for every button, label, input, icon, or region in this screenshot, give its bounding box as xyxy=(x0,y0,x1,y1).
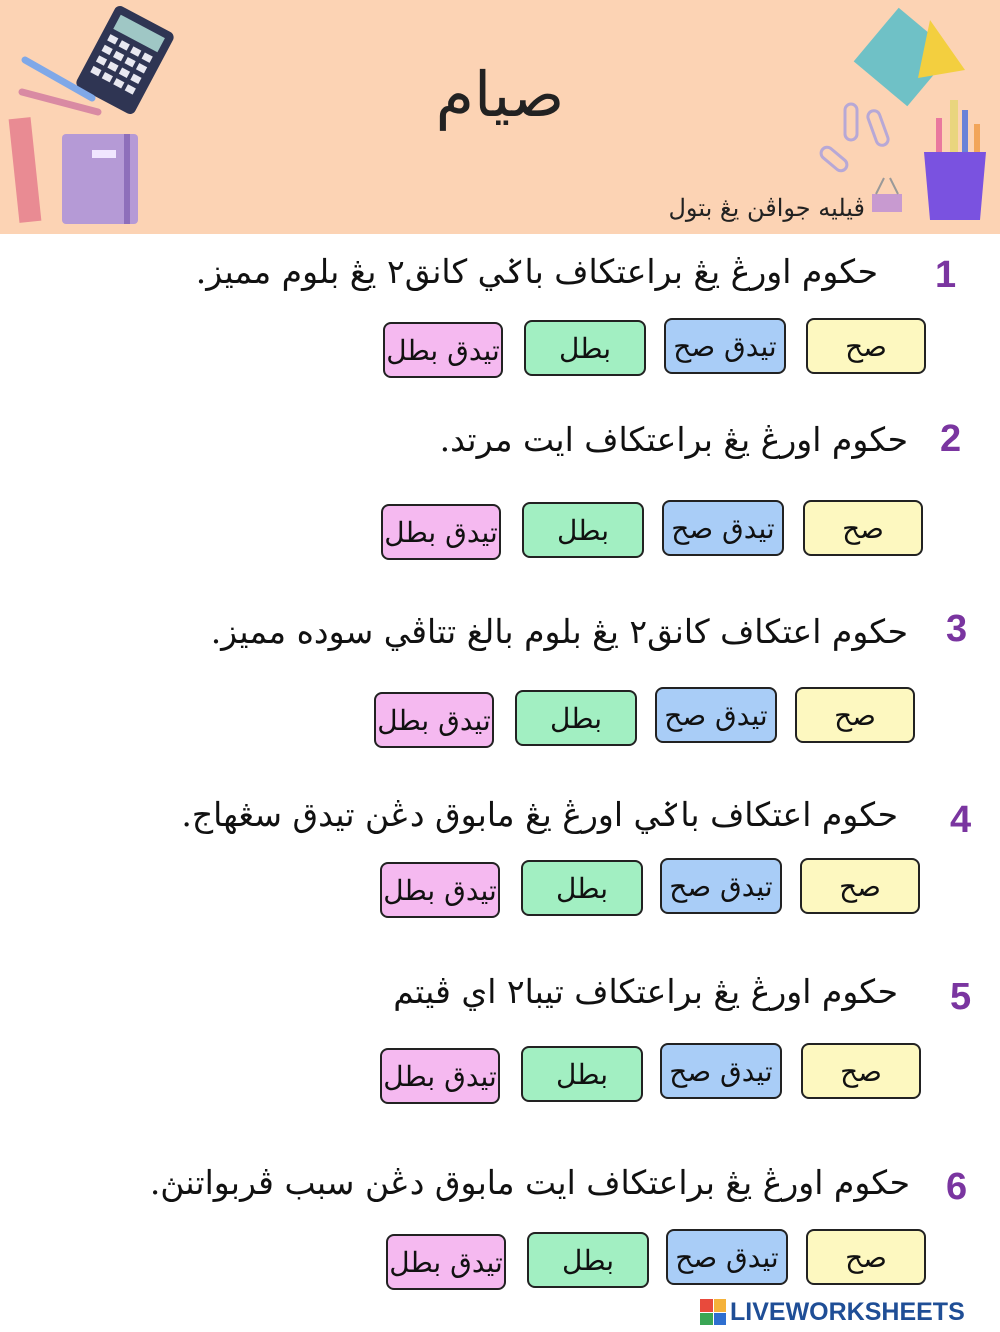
option-tidak-sah-button[interactable]: تيدق صح xyxy=(664,318,786,374)
option-sah-button[interactable]: صح xyxy=(806,318,926,374)
question-text: حکوم اعتکاف کانق٢ يڠ بلوم بالغ تتاڤي سوده مميز. xyxy=(210,612,908,651)
option-tidak-sah-button[interactable]: تيدق صح xyxy=(660,1043,782,1099)
question-number: 6 xyxy=(946,1166,968,1208)
option-tidak-batal-button[interactable]: تيدق بطل xyxy=(381,504,501,560)
option-sah-button[interactable]: صح xyxy=(800,858,920,914)
option-tidak-sah-button[interactable]: تيدق صح xyxy=(655,687,777,743)
question-text: حکوم اورڠ يڠ براعتکاف تيبا٢ اي ڤيتم xyxy=(393,972,898,1011)
liveworksheets-logo-icon xyxy=(700,1299,726,1325)
option-batal-button[interactable]: بطل xyxy=(524,320,646,376)
question-text: حکوم اعتکاف باݢي اورڠ يڠ مابوق دڠن تيدق سڠهاج. xyxy=(181,795,898,834)
option-tidak-batal-button[interactable]: تيدق بطل xyxy=(383,322,503,378)
option-tidak-batal-button[interactable]: تيدق بطل xyxy=(380,862,500,918)
question-text: حکوم اورڠ يڠ براعتکاف ايت مرتد. xyxy=(439,420,908,459)
option-sah-button[interactable]: صح xyxy=(806,1229,926,1285)
question-number: 1 xyxy=(935,254,957,296)
option-tidak-sah-button[interactable]: تيدق صح xyxy=(662,500,784,556)
option-batal-button[interactable]: بطل xyxy=(515,690,637,746)
option-tidak-batal-button[interactable]: تيدق بطل xyxy=(386,1234,506,1290)
page-title: صيام xyxy=(435,58,565,131)
footer-brand: LIVEWORKSHEETS xyxy=(730,1297,965,1326)
header-banner xyxy=(0,0,1000,234)
question-number: 3 xyxy=(946,608,968,650)
notebook-icon xyxy=(62,134,138,224)
liveworksheets-footer xyxy=(700,1297,995,1327)
question-number: 5 xyxy=(950,976,972,1018)
option-batal-button[interactable]: بطل xyxy=(521,1046,643,1102)
option-batal-button[interactable]: بطل xyxy=(527,1232,649,1288)
option-sah-button[interactable]: صح xyxy=(803,500,923,556)
option-batal-button[interactable]: بطل xyxy=(521,860,643,916)
option-tidak-sah-button[interactable]: تيدق صح xyxy=(666,1229,788,1285)
option-sah-button[interactable]: صح xyxy=(801,1043,921,1099)
option-sah-button[interactable]: صح xyxy=(795,687,915,743)
ruler-icon xyxy=(9,117,42,223)
option-batal-button[interactable]: بطل xyxy=(522,502,644,558)
option-tidak-sah-button[interactable]: تيدق صح xyxy=(660,858,782,914)
question-text: حکوم اورڠ يڠ براعتکاف باݢي کانق٢ يڠ بلوم مميز. xyxy=(195,252,878,291)
page-subtitle: ڤيليه جواڤن يڠ بتول xyxy=(668,194,865,222)
question-number: 2 xyxy=(940,418,962,460)
question-text: حکوم اورڠ يڠ براعتکاف ايت مابوق دڠن سبب ڤربواتنڽ. xyxy=(149,1163,910,1202)
question-number: 4 xyxy=(950,799,972,841)
option-tidak-batal-button[interactable]: تيدق بطل xyxy=(380,1048,500,1104)
binder-clip-icon xyxy=(872,178,902,212)
option-tidak-batal-button[interactable]: تيدق بطل xyxy=(374,692,494,748)
